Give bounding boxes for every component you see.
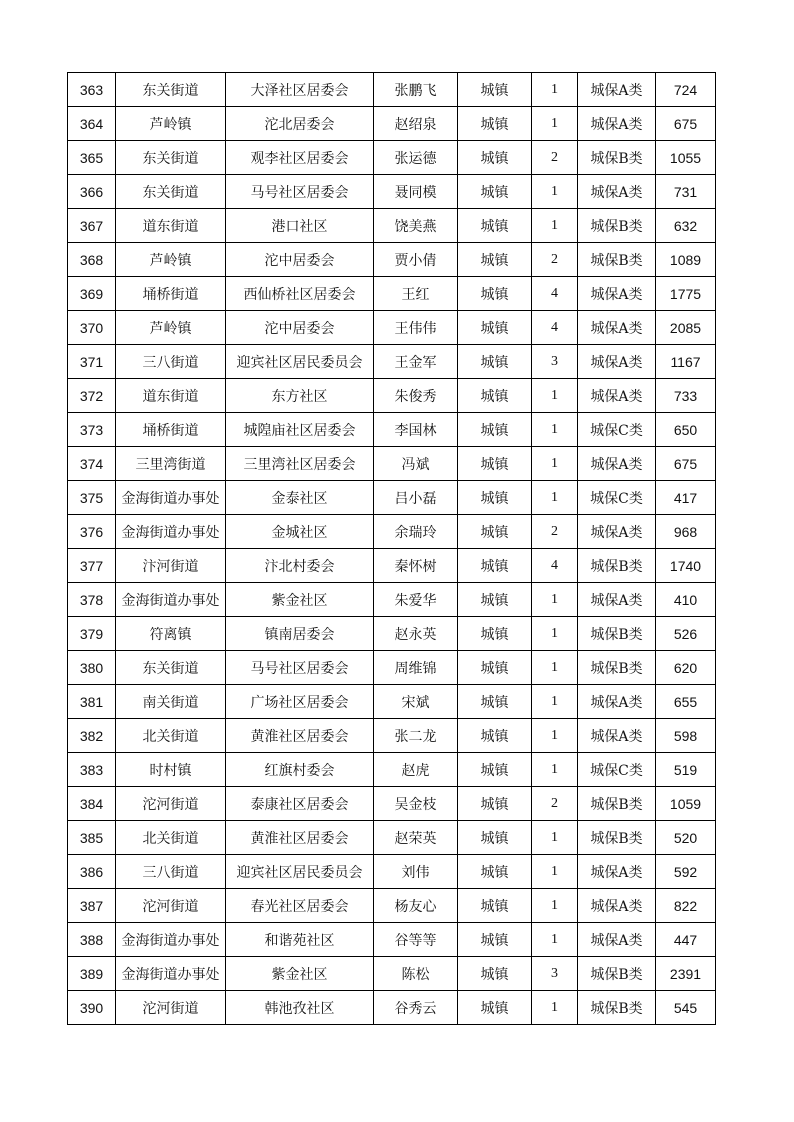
community-cell: 黄淮社区居委会 (226, 719, 374, 753)
residence-type-cell: 城镇 (458, 549, 532, 583)
insurance-category-cell: 城保A类 (578, 855, 656, 889)
insurance-category-cell: 城保A类 (578, 583, 656, 617)
residence-type-cell: 城镇 (458, 481, 532, 515)
table-row (68, 243, 716, 277)
community-cell: 迎宾社区居民委员会 (226, 855, 374, 889)
household-count-cell: 1 (532, 73, 578, 107)
household-count-cell: 1 (532, 855, 578, 889)
row-number-cell: 387 (68, 889, 116, 923)
person-name-cell: 吕小磊 (374, 481, 458, 515)
community-cell: 西仙桥社区居委会 (226, 277, 374, 311)
household-count-cell: 1 (532, 651, 578, 685)
amount-cell: 655 (656, 685, 716, 719)
row-number-cell: 374 (68, 447, 116, 481)
row-number-cell: 364 (68, 107, 116, 141)
person-name-cell: 余瑞玲 (374, 515, 458, 549)
table-row (68, 345, 716, 379)
street-cell: 金海街道办事处 (116, 957, 226, 991)
person-name-cell: 张二龙 (374, 719, 458, 753)
street-cell: 汴河街道 (116, 549, 226, 583)
street-cell: 芦岭镇 (116, 107, 226, 141)
insurance-category-cell: 城保A类 (578, 685, 656, 719)
insurance-category-cell: 城保A类 (578, 515, 656, 549)
residence-type-cell: 城镇 (458, 583, 532, 617)
row-number-cell: 363 (68, 73, 116, 107)
household-count-cell: 1 (532, 991, 578, 1025)
street-cell: 芦岭镇 (116, 243, 226, 277)
amount-cell: 447 (656, 923, 716, 957)
amount-cell: 417 (656, 481, 716, 515)
street-cell: 南关街道 (116, 685, 226, 719)
row-number-cell: 365 (68, 141, 116, 175)
street-cell: 东关街道 (116, 175, 226, 209)
community-cell: 马号社区居委会 (226, 175, 374, 209)
insurance-category-cell: 城保A类 (578, 311, 656, 345)
row-number-cell: 381 (68, 685, 116, 719)
person-name-cell: 陈松 (374, 957, 458, 991)
residence-type-cell: 城镇 (458, 311, 532, 345)
amount-cell: 731 (656, 175, 716, 209)
community-cell: 黄淮社区居委会 (226, 821, 374, 855)
insurance-category-cell: 城保A类 (578, 277, 656, 311)
household-count-cell: 1 (532, 923, 578, 957)
community-cell: 泰康社区居委会 (226, 787, 374, 821)
insurance-category-cell: 城保A类 (578, 447, 656, 481)
household-count-cell: 4 (532, 311, 578, 345)
household-count-cell: 1 (532, 821, 578, 855)
community-cell: 马号社区居委会 (226, 651, 374, 685)
insurance-category-cell: 城保B类 (578, 209, 656, 243)
household-count-cell: 1 (532, 447, 578, 481)
street-cell: 金海街道办事处 (116, 515, 226, 549)
person-name-cell: 朱俊秀 (374, 379, 458, 413)
community-cell: 金泰社区 (226, 481, 374, 515)
street-cell: 道东街道 (116, 379, 226, 413)
amount-cell: 675 (656, 107, 716, 141)
amount-cell: 620 (656, 651, 716, 685)
residence-type-cell: 城镇 (458, 889, 532, 923)
residence-type-cell: 城镇 (458, 413, 532, 447)
person-name-cell: 宋斌 (374, 685, 458, 719)
table-row (68, 413, 716, 447)
household-count-cell: 1 (532, 889, 578, 923)
insurance-category-cell: 城保A类 (578, 73, 656, 107)
data-table (67, 72, 716, 1025)
table-row (68, 617, 716, 651)
insurance-category-cell: 城保B类 (578, 787, 656, 821)
street-cell: 沱河街道 (116, 889, 226, 923)
community-cell: 广场社区居委会 (226, 685, 374, 719)
community-cell: 三里湾社区居委会 (226, 447, 374, 481)
residence-type-cell: 城镇 (458, 957, 532, 991)
household-count-cell: 1 (532, 617, 578, 651)
table-row (68, 651, 716, 685)
table-row (68, 447, 716, 481)
person-name-cell: 聂同模 (374, 175, 458, 209)
table-row (68, 141, 716, 175)
household-count-cell: 2 (532, 787, 578, 821)
person-name-cell: 张运德 (374, 141, 458, 175)
table-row (68, 991, 716, 1025)
community-cell: 春光社区居委会 (226, 889, 374, 923)
household-count-cell: 4 (532, 549, 578, 583)
household-count-cell: 2 (532, 141, 578, 175)
household-count-cell: 1 (532, 685, 578, 719)
table-row (68, 515, 716, 549)
street-cell: 符离镇 (116, 617, 226, 651)
community-cell: 迎宾社区居民委员会 (226, 345, 374, 379)
insurance-category-cell: 城保B类 (578, 549, 656, 583)
person-name-cell: 赵虎 (374, 753, 458, 787)
residence-type-cell: 城镇 (458, 753, 532, 787)
row-number-cell: 386 (68, 855, 116, 889)
table-row (68, 583, 716, 617)
street-cell: 东关街道 (116, 73, 226, 107)
amount-cell: 1740 (656, 549, 716, 583)
row-number-cell: 377 (68, 549, 116, 583)
amount-cell: 519 (656, 753, 716, 787)
amount-cell: 545 (656, 991, 716, 1025)
table-row (68, 719, 716, 753)
row-number-cell: 380 (68, 651, 116, 685)
person-name-cell: 赵绍泉 (374, 107, 458, 141)
person-name-cell: 刘伟 (374, 855, 458, 889)
person-name-cell: 冯斌 (374, 447, 458, 481)
insurance-category-cell: 城保A类 (578, 345, 656, 379)
community-cell: 沱北居委会 (226, 107, 374, 141)
insurance-category-cell: 城保B类 (578, 617, 656, 651)
amount-cell: 632 (656, 209, 716, 243)
household-count-cell: 1 (532, 719, 578, 753)
amount-cell: 526 (656, 617, 716, 651)
household-count-cell: 1 (532, 481, 578, 515)
amount-cell: 1167 (656, 345, 716, 379)
table-row (68, 957, 716, 991)
insurance-category-cell: 城保B类 (578, 141, 656, 175)
household-count-cell: 1 (532, 583, 578, 617)
row-number-cell: 372 (68, 379, 116, 413)
insurance-category-cell: 城保C类 (578, 413, 656, 447)
row-number-cell: 388 (68, 923, 116, 957)
amount-cell: 822 (656, 889, 716, 923)
insurance-category-cell: 城保C类 (578, 753, 656, 787)
residence-type-cell: 城镇 (458, 855, 532, 889)
community-cell: 大泽社区居委会 (226, 73, 374, 107)
row-number-cell: 368 (68, 243, 116, 277)
person-name-cell: 王金军 (374, 345, 458, 379)
residence-type-cell: 城镇 (458, 73, 532, 107)
insurance-category-cell: 城保A类 (578, 107, 656, 141)
street-cell: 时村镇 (116, 753, 226, 787)
person-name-cell: 饶美燕 (374, 209, 458, 243)
row-number-cell: 384 (68, 787, 116, 821)
table-row (68, 549, 716, 583)
insurance-category-cell: 城保A类 (578, 719, 656, 753)
street-cell: 道东街道 (116, 209, 226, 243)
person-name-cell: 朱爱华 (374, 583, 458, 617)
street-cell: 北关街道 (116, 719, 226, 753)
street-cell: 三里湾街道 (116, 447, 226, 481)
person-name-cell: 周维锦 (374, 651, 458, 685)
amount-cell: 650 (656, 413, 716, 447)
residence-type-cell: 城镇 (458, 175, 532, 209)
amount-cell: 1775 (656, 277, 716, 311)
amount-cell: 1059 (656, 787, 716, 821)
amount-cell: 733 (656, 379, 716, 413)
table-row (68, 889, 716, 923)
row-number-cell: 385 (68, 821, 116, 855)
amount-cell: 2391 (656, 957, 716, 991)
table-row (68, 753, 716, 787)
row-number-cell: 366 (68, 175, 116, 209)
residence-type-cell: 城镇 (458, 719, 532, 753)
table-row (68, 481, 716, 515)
residence-type-cell: 城镇 (458, 107, 532, 141)
row-number-cell: 369 (68, 277, 116, 311)
person-name-cell: 赵永英 (374, 617, 458, 651)
insurance-category-cell: 城保B类 (578, 651, 656, 685)
residence-type-cell: 城镇 (458, 447, 532, 481)
insurance-category-cell: 城保A类 (578, 889, 656, 923)
person-name-cell: 王红 (374, 277, 458, 311)
community-cell: 东方社区 (226, 379, 374, 413)
person-name-cell: 张鹏飞 (374, 73, 458, 107)
street-cell: 沱河街道 (116, 991, 226, 1025)
amount-cell: 2085 (656, 311, 716, 345)
row-number-cell: 383 (68, 753, 116, 787)
residence-type-cell: 城镇 (458, 685, 532, 719)
insurance-category-cell: 城保B类 (578, 991, 656, 1025)
household-count-cell: 1 (532, 413, 578, 447)
residence-type-cell: 城镇 (458, 617, 532, 651)
row-number-cell: 371 (68, 345, 116, 379)
row-number-cell: 382 (68, 719, 116, 753)
amount-cell: 1055 (656, 141, 716, 175)
household-count-cell: 2 (532, 243, 578, 277)
street-cell: 埇桥街道 (116, 277, 226, 311)
street-cell: 金海街道办事处 (116, 583, 226, 617)
person-name-cell: 谷秀云 (374, 991, 458, 1025)
residence-type-cell: 城镇 (458, 787, 532, 821)
street-cell: 东关街道 (116, 141, 226, 175)
community-cell: 沱中居委会 (226, 243, 374, 277)
street-cell: 三八街道 (116, 345, 226, 379)
table-row (68, 209, 716, 243)
household-count-cell: 1 (532, 753, 578, 787)
table-row (68, 821, 716, 855)
street-cell: 东关街道 (116, 651, 226, 685)
row-number-cell: 390 (68, 991, 116, 1025)
row-number-cell: 389 (68, 957, 116, 991)
residence-type-cell: 城镇 (458, 379, 532, 413)
household-count-cell: 1 (532, 379, 578, 413)
community-cell: 观李社区居委会 (226, 141, 374, 175)
community-cell: 和谐苑社区 (226, 923, 374, 957)
row-number-cell: 375 (68, 481, 116, 515)
amount-cell: 1089 (656, 243, 716, 277)
person-name-cell: 吴金枝 (374, 787, 458, 821)
row-number-cell: 379 (68, 617, 116, 651)
residence-type-cell: 城镇 (458, 515, 532, 549)
household-count-cell: 1 (532, 107, 578, 141)
community-cell: 城隍庙社区居委会 (226, 413, 374, 447)
street-cell: 沱河街道 (116, 787, 226, 821)
community-cell: 金城社区 (226, 515, 374, 549)
table-row (68, 175, 716, 209)
amount-cell: 675 (656, 447, 716, 481)
insurance-category-cell: 城保A类 (578, 175, 656, 209)
person-name-cell: 杨友心 (374, 889, 458, 923)
household-count-cell: 4 (532, 277, 578, 311)
person-name-cell: 王伟伟 (374, 311, 458, 345)
residence-type-cell: 城镇 (458, 991, 532, 1025)
household-count-cell: 1 (532, 209, 578, 243)
residence-type-cell: 城镇 (458, 923, 532, 957)
residence-type-cell: 城镇 (458, 651, 532, 685)
amount-cell: 968 (656, 515, 716, 549)
insurance-category-cell: 城保B类 (578, 243, 656, 277)
community-cell: 沱中居委会 (226, 311, 374, 345)
row-number-cell: 378 (68, 583, 116, 617)
household-count-cell: 2 (532, 515, 578, 549)
community-cell: 汴北村委会 (226, 549, 374, 583)
residence-type-cell: 城镇 (458, 277, 532, 311)
amount-cell: 520 (656, 821, 716, 855)
table-row (68, 311, 716, 345)
street-cell: 金海街道办事处 (116, 923, 226, 957)
table-row (68, 107, 716, 141)
amount-cell: 598 (656, 719, 716, 753)
amount-cell: 592 (656, 855, 716, 889)
street-cell: 金海街道办事处 (116, 481, 226, 515)
amount-cell: 410 (656, 583, 716, 617)
person-name-cell: 谷等等 (374, 923, 458, 957)
street-cell: 埇桥街道 (116, 413, 226, 447)
community-cell: 红旗村委会 (226, 753, 374, 787)
table-body (68, 73, 716, 1025)
community-cell: 紫金社区 (226, 957, 374, 991)
row-number-cell: 367 (68, 209, 116, 243)
amount-cell: 724 (656, 73, 716, 107)
insurance-category-cell: 城保A类 (578, 379, 656, 413)
insurance-category-cell: 城保C类 (578, 481, 656, 515)
community-cell: 镇南居委会 (226, 617, 374, 651)
table-row (68, 277, 716, 311)
residence-type-cell: 城镇 (458, 209, 532, 243)
street-cell: 三八街道 (116, 855, 226, 889)
person-name-cell: 贾小倩 (374, 243, 458, 277)
table-row (68, 855, 716, 889)
community-cell: 港口社区 (226, 209, 374, 243)
row-number-cell: 370 (68, 311, 116, 345)
person-name-cell: 秦怀树 (374, 549, 458, 583)
insurance-category-cell: 城保B类 (578, 957, 656, 991)
table-row (68, 685, 716, 719)
residence-type-cell: 城镇 (458, 345, 532, 379)
table-row (68, 787, 716, 821)
street-cell: 芦岭镇 (116, 311, 226, 345)
insurance-category-cell: 城保A类 (578, 923, 656, 957)
table-row (68, 379, 716, 413)
row-number-cell: 373 (68, 413, 116, 447)
insurance-category-cell: 城保B类 (578, 821, 656, 855)
community-cell: 韩池孜社区 (226, 991, 374, 1025)
person-name-cell: 赵荣英 (374, 821, 458, 855)
residence-type-cell: 城镇 (458, 821, 532, 855)
residence-type-cell: 城镇 (458, 243, 532, 277)
community-cell: 紫金社区 (226, 583, 374, 617)
row-number-cell: 376 (68, 515, 116, 549)
residence-type-cell: 城镇 (458, 141, 532, 175)
household-count-cell: 3 (532, 957, 578, 991)
table-row (68, 73, 716, 107)
household-count-cell: 3 (532, 345, 578, 379)
household-count-cell: 1 (532, 175, 578, 209)
street-cell: 北关街道 (116, 821, 226, 855)
person-name-cell: 李国林 (374, 413, 458, 447)
table-row (68, 923, 716, 957)
